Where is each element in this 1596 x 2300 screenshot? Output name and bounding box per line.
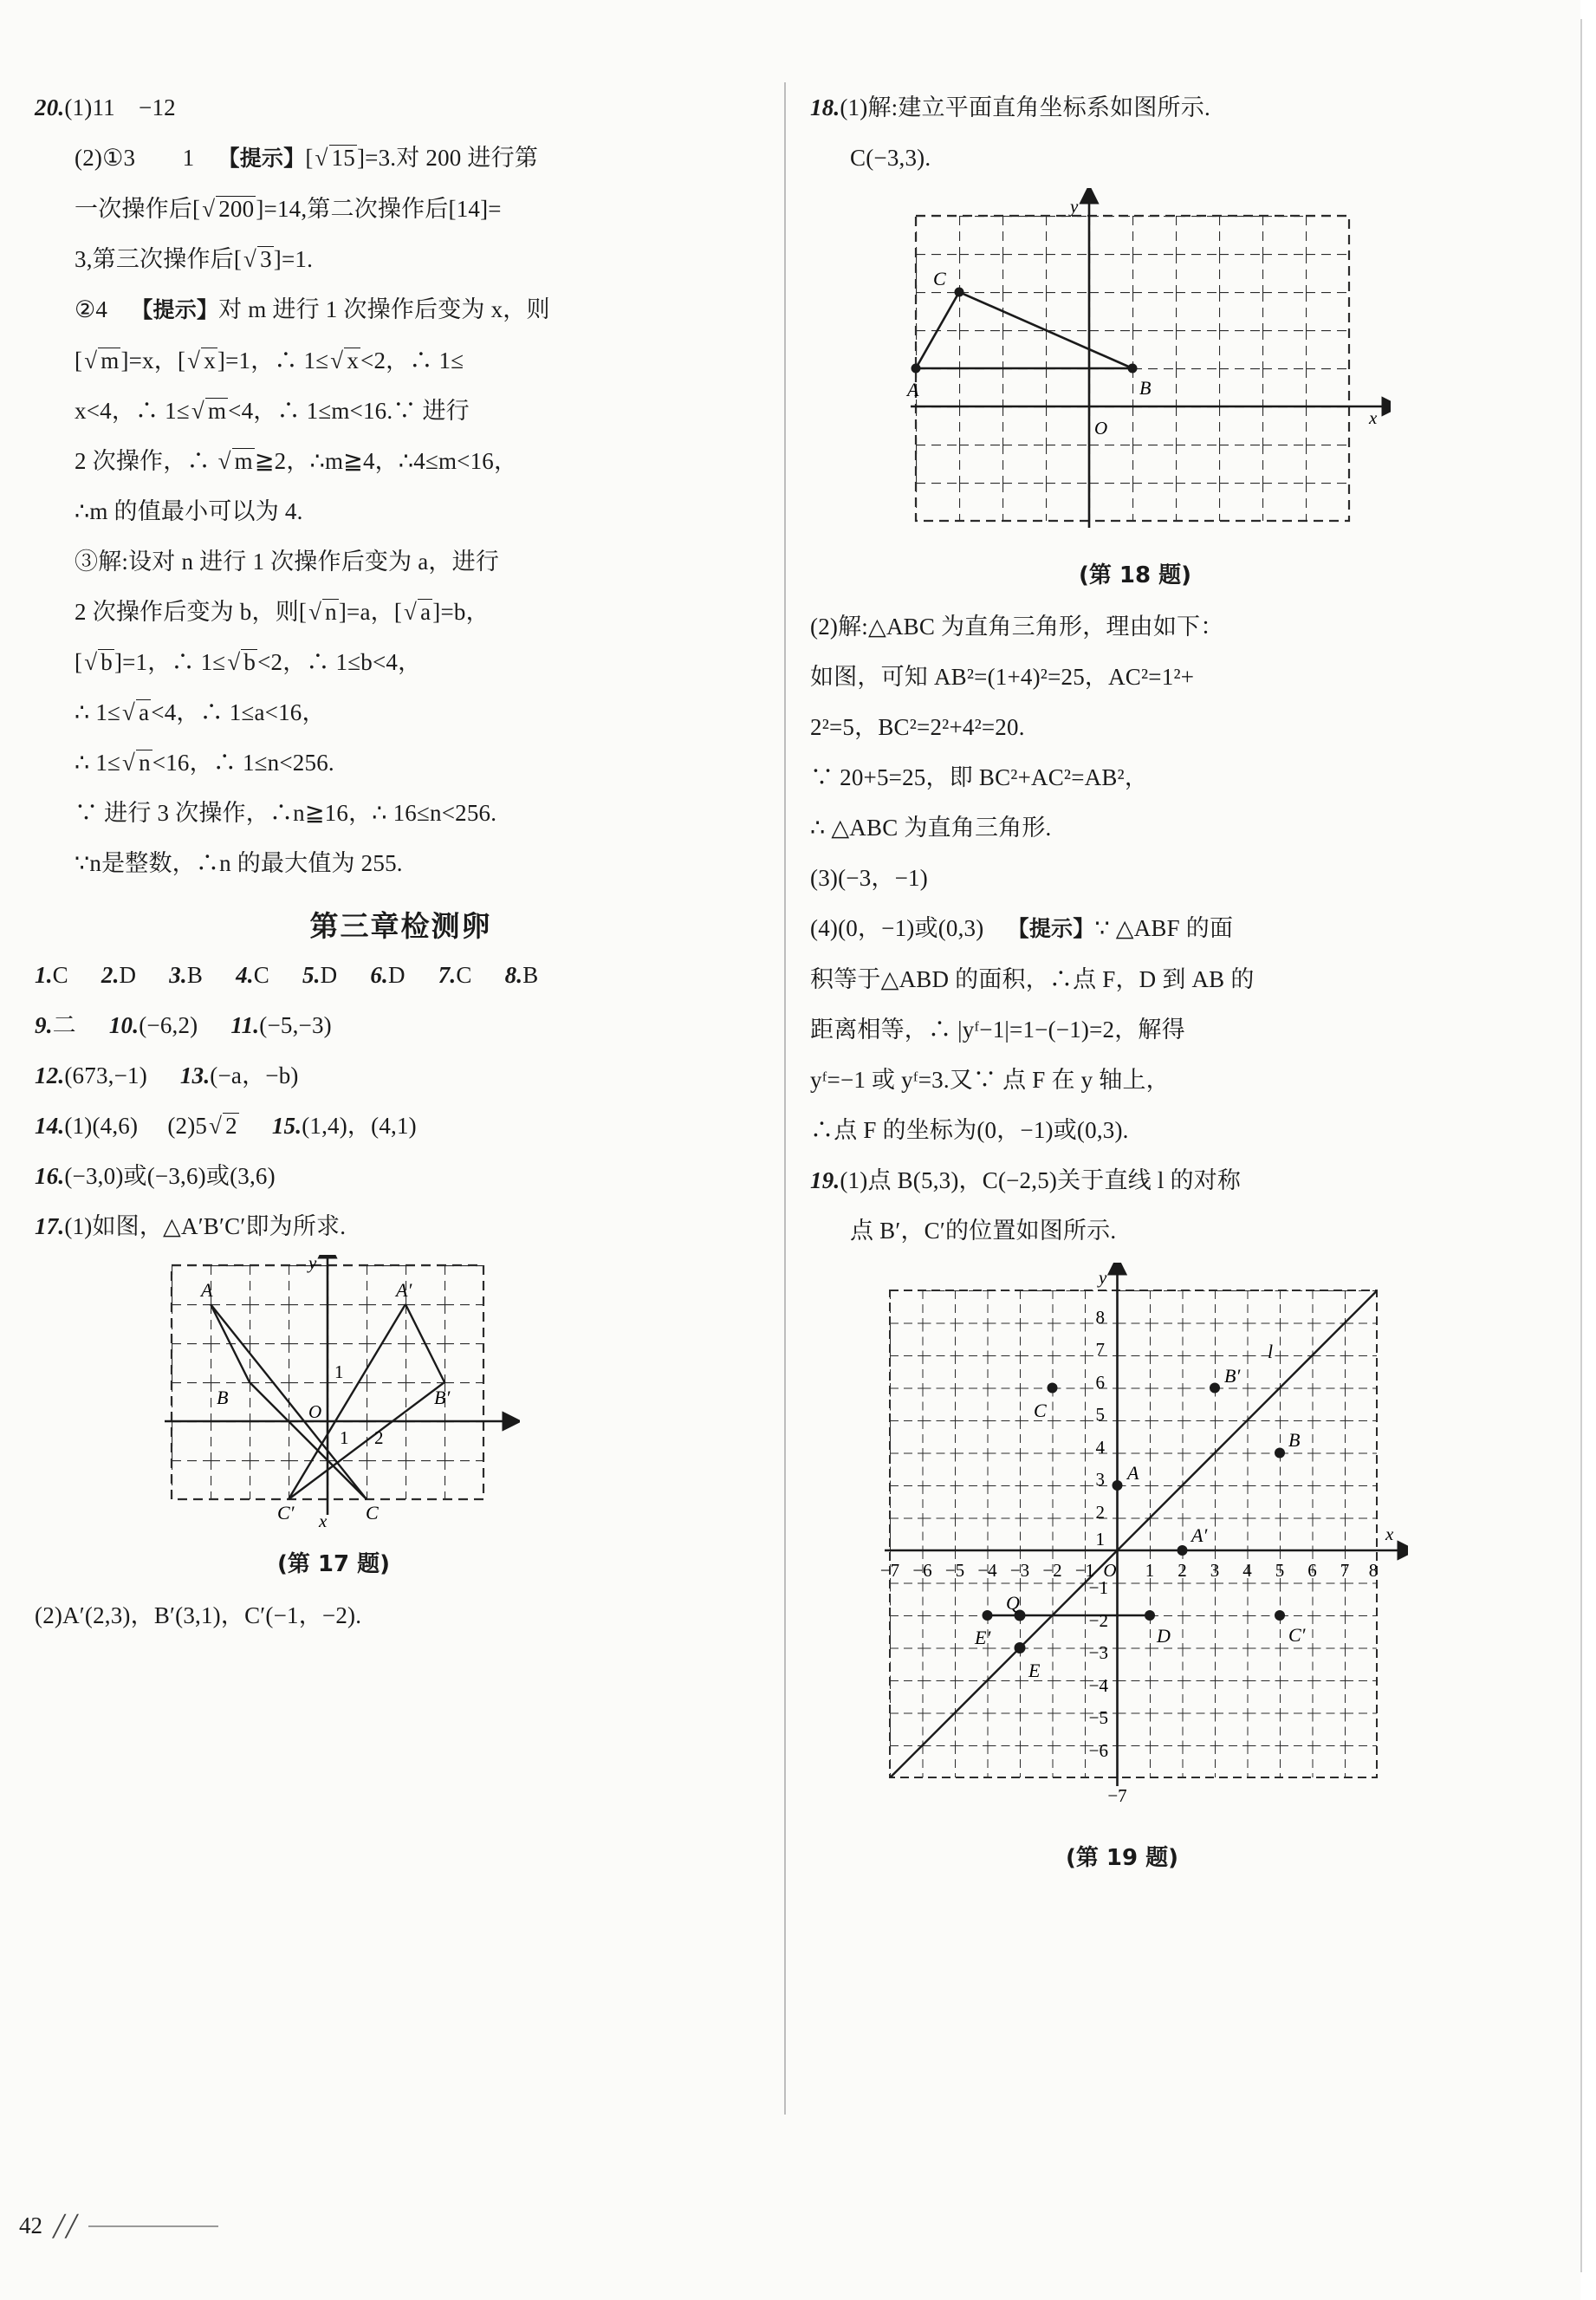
point-C [955, 288, 964, 297]
answer-item: 2.D [101, 962, 137, 988]
q20-line-13 [35, 687, 767, 737]
answer-item: 9.二 [35, 1012, 76, 1038]
q18-line-1 [810, 82, 1529, 133]
sqrt-icon: √ m [217, 448, 253, 474]
point-A [912, 364, 921, 374]
q19-line1-text: (1)点 B(5,3)，C(−2,5)关于直线 l 的对称 [840, 1167, 1242, 1193]
q20-line-3 [35, 184, 767, 234]
q15-answer: (1,4)，(4,1) [302, 1113, 417, 1139]
tick-y--3: −3 [1088, 1642, 1108, 1663]
origin-label: O [308, 1401, 322, 1422]
tick-y-2: 2 [1095, 1502, 1105, 1523]
tick-y--2: −2 [1088, 1610, 1108, 1631]
sqrt-icon: √ 3 [243, 246, 272, 272]
q16-number: 16. [35, 1163, 65, 1189]
origin-label: O [1094, 418, 1108, 439]
q20-line1-text: (1)11 −12 [64, 94, 176, 120]
q18-line-5: 2²=5，BC²=2²+4²=20. [810, 714, 1025, 740]
point-label-B-prime: B′ [1224, 1365, 1241, 1387]
axis-label-x: x [1385, 1524, 1394, 1544]
q20-line-15: ∵ 进行 3 次操作，∴n≧16，∴ 16≤n<256. [75, 800, 497, 826]
scan-edge-strip [1580, 0, 1596, 2300]
q18-line-12: yᶠ=−1 或 yᶠ=3.又∵ 点 F 在 y 轴上， [810, 1067, 1170, 1093]
q17-number: 17. [35, 1213, 65, 1239]
fill-answers-row-1 [35, 1000, 767, 1050]
point-label-C-prime: C′ [1288, 1624, 1306, 1646]
tick-x-6: 6 [1307, 1560, 1317, 1581]
tick-x-2: 2 [1178, 1560, 1187, 1581]
point-B [1275, 1448, 1285, 1459]
sqrt-icon: √ a [404, 599, 431, 625]
q20-line6-mid1: ]=x，[ [120, 348, 186, 374]
q18-line-4: 如图，可知 AB²=(1+4)²=25，AC²=1²+ [810, 664, 1195, 690]
tick-y--6: −6 [1088, 1740, 1108, 1761]
axis-label-x: x [1369, 407, 1378, 428]
q20-part2b-label: ②4 [75, 296, 132, 322]
answer-item: 10.(−6,2) [108, 1012, 198, 1038]
figure-19-caption: (第 19 题) [1065, 1845, 1179, 1871]
tick-x-7: 7 [1340, 1560, 1350, 1581]
answer-row-17 [35, 1201, 767, 1251]
answer-row-17b [35, 1590, 767, 1641]
q20-line12-mid: ]=1，∴ 1≤ [114, 649, 226, 675]
tick-y--7: −7 [1107, 1785, 1127, 1806]
point-label-B: B [217, 1387, 229, 1408]
answer-item: 13.(−a，−b) [179, 1062, 299, 1088]
footer-rule [88, 2225, 218, 2227]
page-footer [19, 2212, 218, 2239]
hint-tag: 【提示】 [217, 146, 306, 171]
tick-label-x-2: 2 [374, 1427, 384, 1448]
q20-line-16: ∵n是整数，∴n 的最大值为 255. [75, 850, 403, 876]
q14-answer: (1)(4,6) (2)5 [64, 1113, 208, 1139]
sqrt-icon: √ n [308, 599, 337, 625]
q14-number: 14. [35, 1113, 65, 1139]
sqrt-icon: √ n [122, 750, 151, 776]
answer-row-14-15 [35, 1101, 767, 1151]
q18-line1-text: (1)解:建立平面直角坐标系如图所示. [840, 94, 1210, 120]
sqrt-icon: √ x [330, 348, 360, 374]
q20-line14-tail: <16，∴ 1≤n<256. [152, 750, 334, 776]
point-label-A: A [1127, 1462, 1139, 1484]
answer-item: 3.B [169, 962, 204, 988]
q18-line-6: ∵ 20+5=25，即 BC²+AC²=AB²， [810, 764, 1149, 790]
answer-item: 4.C [236, 962, 269, 988]
point-E-prime [983, 1610, 993, 1621]
point-B-prime [1210, 1383, 1220, 1394]
point-D [1145, 1610, 1155, 1621]
point-label-E-prime: E′ [975, 1627, 991, 1648]
tick-x--2: −2 [1042, 1560, 1062, 1581]
column-divider [784, 82, 786, 2115]
answer-item: 5.D [302, 962, 338, 988]
tick-x--6: −6 [912, 1560, 932, 1581]
q17-answer-part1: (1)如图，△A′B′C′即为所求. [64, 1213, 347, 1239]
q18-line-11: 距离相等，∴ |yᶠ−1|=1−(−1)=2，解得 [810, 1017, 1185, 1043]
axis-label-y: y [308, 1255, 317, 1273]
tick-y--5: −5 [1088, 1707, 1108, 1728]
q20-line-9: ∴m 的值最小可以为 4. [75, 498, 303, 524]
point-label-D: D [1157, 1625, 1171, 1647]
q20-line13-head: ∴ 1≤ [75, 699, 121, 725]
q20-line11-mid: ]=a，[ [338, 599, 403, 625]
answer-item: 8.B [504, 962, 539, 988]
sqrt-icon: √ b [227, 649, 256, 675]
q17-answer-part2: (2)A′(2,3)，B′(3,1)，C′(−1，−2). [35, 1602, 362, 1628]
point-label-A-prime: A′ [1191, 1524, 1208, 1546]
point-E [1015, 1642, 1026, 1654]
hint-tag: 【提示】 [131, 297, 219, 322]
fill-answers-row-2 [35, 1050, 767, 1101]
tick-y-7: 7 [1095, 1339, 1105, 1360]
answer-item: 7.C [438, 962, 472, 988]
sqrt-icon: √ 15 [315, 145, 355, 171]
scan-edge-line [1580, 19, 1582, 2272]
right-column [810, 82, 1529, 1872]
q20-number: 20. [35, 94, 65, 120]
q20-line8-head: 2 次操作，∴ [75, 448, 217, 474]
q20-line7-tail: <4，∴ 1≤m<16.∵ 进行 [228, 398, 470, 424]
q20-line2-tail: ]=3.对 200 进行第 [356, 145, 539, 171]
q18-line-7: ∴ △ABC 为直角三角形. [810, 815, 1052, 841]
q20-line5-tail: 对 m 进行 1 次操作后变为 x，则 [218, 296, 550, 322]
answer-item: 1.C [35, 962, 68, 988]
tick-label-x-1: 1 [340, 1427, 349, 1448]
point-A-prime [1178, 1545, 1188, 1556]
point-A [1113, 1480, 1123, 1491]
tick-y--4: −4 [1088, 1675, 1108, 1696]
figure-18-caption: (第 18 题) [1078, 562, 1192, 588]
bracket-open: [ [305, 145, 314, 171]
tick-x--4: −4 [977, 1560, 997, 1581]
point-label-E: E [1028, 1660, 1041, 1681]
sqrt-icon: √ a [122, 699, 150, 725]
sqrt-icon: √ m [84, 348, 120, 374]
q20-part2-label: (2)①3 1 [75, 145, 218, 171]
q20-line6-tail: <2，∴ 1≤ [360, 348, 464, 374]
q20-line4-head: 3,第三次操作后[ [75, 246, 243, 272]
answer-item: 6.D [370, 962, 405, 988]
q19-line-2: 点 B′，C′的位置如图所示. [850, 1218, 1117, 1244]
q20-line11-head: 2 次操作后变为 b，则[ [75, 599, 308, 625]
point-B [1128, 364, 1138, 374]
q18-line-2: C(−3,3). [850, 145, 931, 171]
left-column [35, 82, 767, 1641]
q20-line11-tail: ]=b， [432, 599, 490, 625]
point-label-A: A [201, 1279, 213, 1301]
q20-line7-head: x<4，∴ 1≤ [75, 398, 190, 424]
q20-line-11 [35, 587, 767, 637]
line-label-l: l [1268, 1341, 1274, 1362]
q20-line13-tail: <4，∴ 1≤a<16， [151, 699, 326, 725]
figure-19 [836, 1263, 1529, 1872]
q20-line3-head: 一次操作后[ [75, 196, 201, 222]
q20-line8-tail: ≧2，∴m≧4，∴4≤m<16， [254, 448, 518, 474]
tick-x-8: 8 [1368, 1560, 1379, 1581]
q19-line-1 [810, 1155, 1529, 1205]
point-label-Q: Q [1006, 1592, 1020, 1614]
q18-line-10: 积等于△ABD 的面积，∴点 F，D 到 AB 的 [810, 966, 1255, 992]
tick-x--1: −1 [1074, 1560, 1095, 1581]
bracket-open: [ [75, 348, 83, 374]
answer-item: 11.(−5,−3) [230, 1012, 332, 1038]
point-label-C-prime: C′ [277, 1502, 295, 1524]
q18-part4-answer: (4)(0，−1)或(0,3) [810, 915, 1008, 941]
q18-line-8: (3)(−3，−1) [810, 865, 928, 891]
tick-y-5: 5 [1095, 1404, 1105, 1425]
q20-line-1 [35, 82, 767, 133]
tick-y-3: 3 [1095, 1469, 1105, 1490]
figure-17 [147, 1255, 767, 1578]
q18-line-9 [810, 903, 1529, 954]
tick-y-8: 8 [1095, 1307, 1105, 1328]
q20-line6-mid2: ]=1，∴ 1≤ [217, 348, 329, 374]
sqrt-icon: √ 200 [202, 196, 255, 222]
answer-item: 12.(673,−1) [35, 1062, 147, 1088]
tick-label-y-1: 1 [334, 1361, 344, 1382]
q20-line4-tail: ]=1. [273, 246, 314, 272]
q20-line-6 [35, 335, 767, 386]
axis-label-y: y [1099, 1267, 1107, 1288]
q20-line-4 [35, 234, 767, 284]
point-label-A-prime: A′ [396, 1279, 412, 1301]
q20-line-7 [35, 386, 767, 436]
chapter-test-title: 第三章检测卵 [309, 909, 492, 943]
point-label-A: A [907, 379, 919, 400]
sqrt-icon: √ m [191, 398, 227, 424]
q18-line9-tail: ∵ △ABF 的面 [1094, 915, 1234, 941]
figure-17-svg [147, 1255, 520, 1541]
sqrt-icon: √ b [84, 649, 113, 675]
q18-line-3: (2)解:△ABC 为直角三角形，理由如下： [810, 614, 1224, 640]
tick-y-1: 1 [1095, 1529, 1105, 1550]
tick-y-6: 6 [1095, 1372, 1105, 1393]
figure-17-caption: (第 17 题) [276, 1551, 391, 1577]
hint-tag: 【提示】 [1007, 916, 1095, 941]
tick-x-5: 5 [1275, 1560, 1285, 1581]
point-label-B: B [1288, 1429, 1301, 1451]
point-label-C: C [933, 268, 946, 289]
tick-x-3: 3 [1210, 1560, 1220, 1581]
tick-x-1: 1 [1145, 1560, 1155, 1581]
point-C [1048, 1383, 1058, 1394]
figure-19-svg [836, 1263, 1408, 1835]
q20-line-8 [35, 436, 767, 486]
q20-line12-tail: <2，∴ 1≤b<4， [257, 649, 422, 675]
point-label-C: C [1034, 1400, 1047, 1421]
tick-x-4: 4 [1242, 1560, 1252, 1581]
q18-line-13: ∴点 F 的坐标为(0，−1)或(0,3). [810, 1117, 1129, 1143]
sqrt-icon: √ x [187, 348, 216, 374]
answer-row-16 [35, 1151, 767, 1201]
figure-18 [879, 188, 1529, 589]
axis-label-y: y [1070, 196, 1079, 217]
q20-line-10: ③解:设对 n 进行 1 次操作后变为 a，进行 [75, 549, 500, 575]
q20-line14-head: ∴ 1≤ [75, 750, 121, 776]
q19-number: 19. [810, 1167, 840, 1193]
q15-number: 15. [271, 1113, 302, 1139]
point-C-prime [1275, 1610, 1285, 1621]
point-label-B-prime: B′ [434, 1387, 451, 1408]
tick-x--7: −7 [879, 1560, 900, 1581]
footer-mark-icon: ╱╱ [53, 2215, 78, 2238]
q20-line-2 [35, 133, 767, 184]
q20-line3-tail: ]=14,第二次操作后[14]= [256, 196, 502, 222]
choice-answers-row [35, 950, 767, 1000]
point-label-B: B [1139, 377, 1152, 399]
axis-label-x: x [319, 1511, 328, 1531]
tick-x--5: −5 [944, 1560, 965, 1581]
point-label-C: C [366, 1502, 379, 1524]
origin-label: O [1103, 1560, 1117, 1581]
page-number: 42 [19, 2212, 42, 2238]
tick-y--1: −1 [1088, 1577, 1108, 1598]
bracket-open: [ [75, 649, 83, 675]
tick-y-4: 4 [1095, 1437, 1105, 1458]
q20-line-12 [35, 637, 767, 687]
figure-18-svg [879, 188, 1391, 552]
sqrt-icon: √ 2 [209, 1113, 237, 1139]
q18-number: 18. [810, 94, 840, 120]
q16-answer: (−3,0)或(−3,6)或(3,6) [64, 1163, 276, 1189]
q20-line-5 [35, 284, 767, 335]
tick-x--3: −3 [1009, 1560, 1030, 1581]
q20-line-14 [35, 737, 767, 788]
